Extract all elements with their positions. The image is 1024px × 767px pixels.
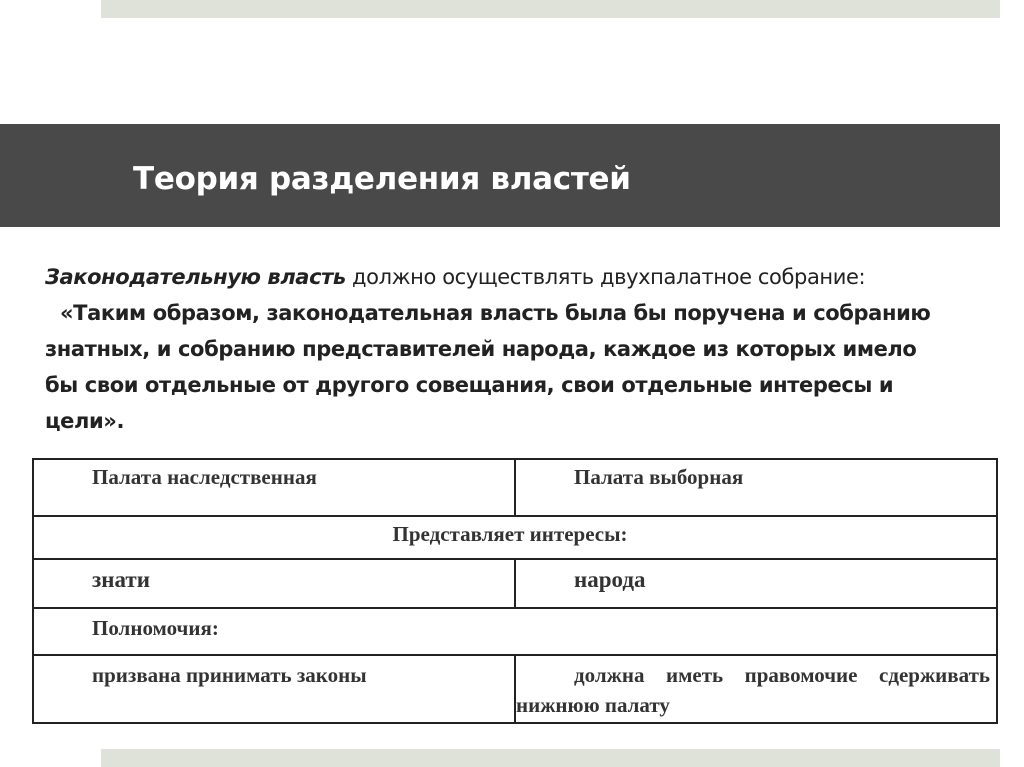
quote-block (45, 295, 985, 439)
col2-power-text: должна иметь правомочие сдерживать нижнюю палату (516, 663, 990, 717)
col1-power (34, 656, 514, 722)
table-cell (33, 655, 515, 723)
lead-rest: должно осуществлять двухпалатное собрание: (345, 265, 866, 289)
table-cell (33, 559, 515, 608)
col1-interest: знати (92, 567, 150, 592)
quote-line: бы свои отдельные от другого совещания, свои отдельные интересы и (45, 373, 894, 397)
col2-header: Палата выборная (574, 465, 744, 489)
chambers-table (32, 458, 998, 724)
quote-line: цели». (45, 409, 125, 433)
interests-label: Представляет интересы: (392, 522, 628, 546)
powers-label: Полномочия: (92, 616, 219, 640)
table-cell (515, 559, 997, 608)
table-cell (33, 459, 515, 516)
slide-title: Теория разделения властей (133, 161, 631, 197)
table-row (33, 516, 997, 559)
col1-header: Палата наследственная (92, 465, 317, 489)
top-decor-bar (101, 0, 1000, 18)
lead-line (45, 259, 985, 295)
col2-power (516, 656, 996, 722)
table-cell (33, 608, 997, 655)
table-cell (33, 516, 997, 559)
table-row (33, 655, 997, 723)
table-row (33, 559, 997, 608)
bottom-decor-bar (101, 749, 1000, 767)
lead-emphasis: Законодательную власть (45, 265, 346, 289)
title-band (0, 124, 1000, 227)
table-cell (515, 459, 997, 516)
col2-interest: народа (574, 567, 646, 592)
table-cell (515, 655, 997, 723)
body-paragraph (45, 259, 985, 439)
table-row (33, 608, 997, 655)
col1-power-text: призвана принимать законы (92, 663, 367, 687)
quote-line: знатных, и собранию представителей народа, каждое из которых имело (45, 337, 917, 361)
table-row (33, 459, 997, 516)
quote-line: «Таким образом, законодательная власть была бы поручена и собранию (60, 301, 931, 325)
